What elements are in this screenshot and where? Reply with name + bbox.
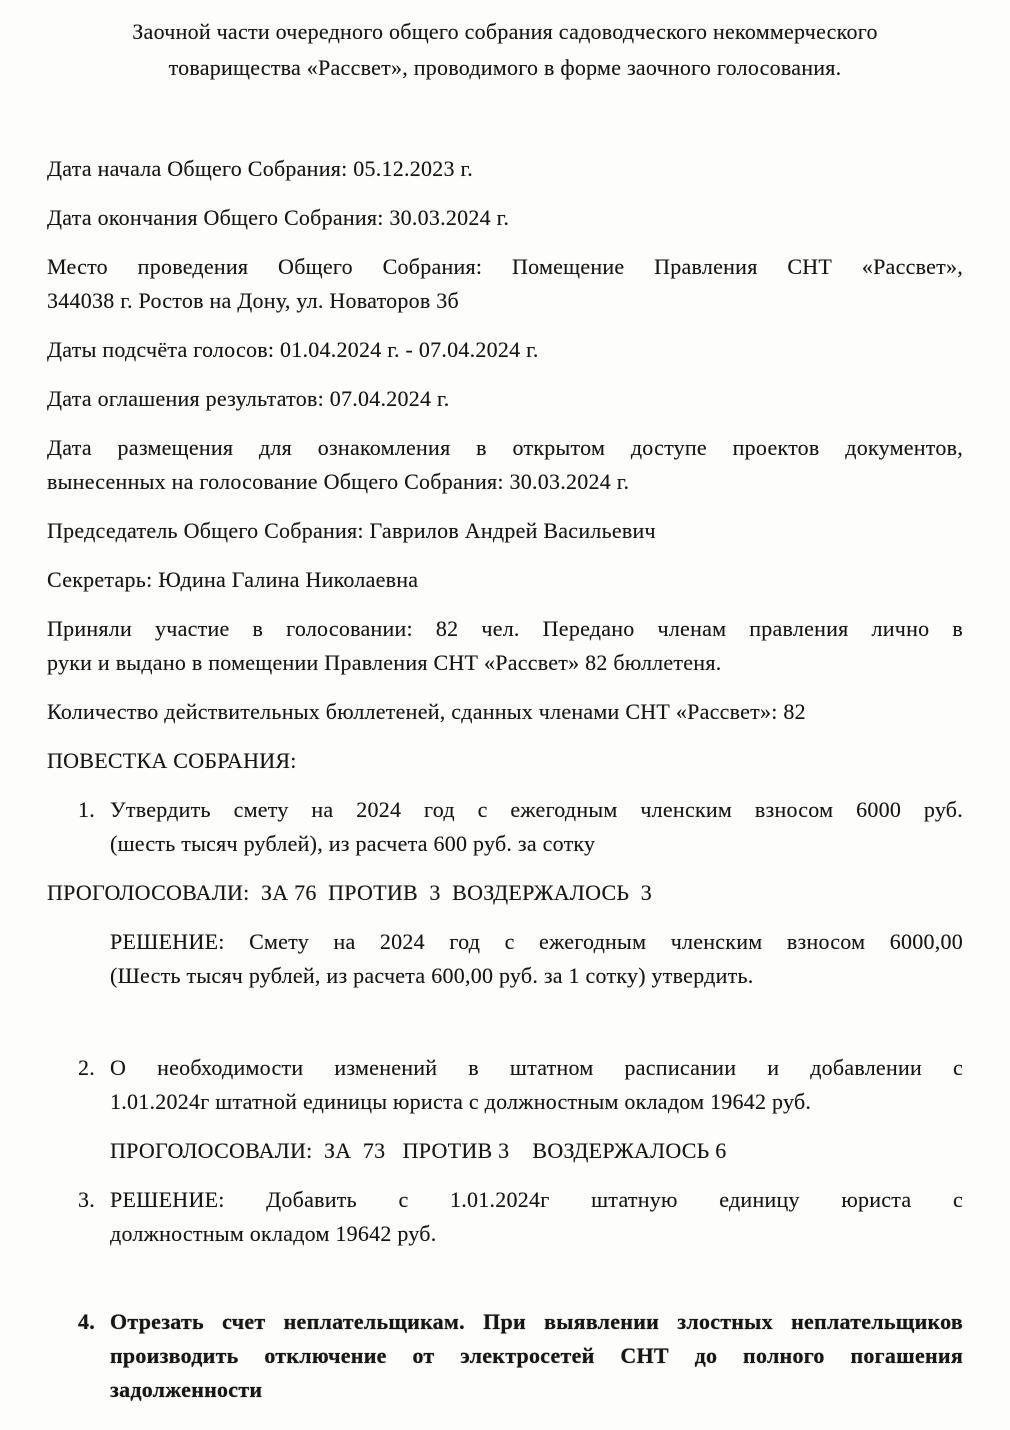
meta-start-date: Дата начала Общего Собрания: 05.12.2023 г. [47, 156, 473, 181]
vote-result-2: ПРОГОЛОСОВАЛИ: ЗА 73 ПРОТИВ 3 ВОЗДЕРЖАЛОСЬ 6 [110, 1138, 727, 1163]
agenda-item-3-line-2: должностным окладом 19642 руб. [110, 1221, 437, 1246]
agenda-item-2-text [110, 1051, 963, 1119]
agenda-item-3-number: 3. [78, 1187, 95, 1212]
document-title-line-1: Заочной части очередного общего собрания садоводческого некоммерческого [132, 19, 878, 44]
agenda-item-1-line-1: Утвердить смету на 2024 год с ежегодным членским взносом 6000 руб. [110, 797, 963, 822]
decision-1 [110, 925, 963, 993]
meta-end-date: Дата окончания Общего Собрания: 30.03.2024 г. [47, 205, 510, 230]
meta-participation-line-2: руки и выдано в помещении Правления СНТ «Рассвет» 82 бюллетеня. [47, 650, 722, 675]
meta-publish-line-2: вынесенных на голосование Общего Собрания: 30.03.2024 г. [47, 469, 630, 494]
agenda-item-4-number: 4. [78, 1309, 95, 1334]
meta-participation-line-1: Приняли участие в голосовании: 82 чел. Передано членам правления лично в [47, 616, 963, 641]
agenda-item-1-number: 1. [78, 797, 95, 822]
agenda-item-4 [78, 1305, 963, 1407]
agenda-item-4-line-1: Отрезать счет неплательщикам. При выявлении злостных неплательщиков [110, 1309, 963, 1334]
agenda-item-1-text [110, 793, 963, 861]
agenda-item-2 [78, 1051, 963, 1119]
agenda-item-4-line-3: задолженности [110, 1377, 263, 1402]
agenda-item-1-line-2: (шесть тысяч рублей), из расчета 600 руб. за сотку [110, 831, 596, 856]
agenda-item-3 [78, 1183, 963, 1251]
agenda-item-3-line-1: РЕШЕНИЕ: Добавить с 1.01.2024г штатную единицу юриста с [110, 1187, 963, 1212]
meta-place-line-1: Место проведения Общего Собрания: Помещение Правления СНТ «Рассвет», [47, 254, 963, 279]
agenda-item-4-text [110, 1305, 963, 1407]
meta-participation [47, 612, 963, 680]
meta-chairman: Председатель Общего Собрания: Гаврилов Андрей Васильевич [47, 518, 656, 543]
meta-announce-date: Дата оглашения результатов: 07.04.2024 г. [47, 386, 450, 411]
meta-publish-line-1: Дата размещения для ознакомления в открытом доступе проектов документов, [47, 435, 963, 460]
meta-publish-date [47, 431, 963, 499]
meta-place [47, 250, 963, 318]
agenda-item-2-line-1: О необходимости изменений в штатном расписании и добавлении с [110, 1055, 963, 1080]
agenda-heading: ПОВЕСТКА СОБРАНИЯ: [47, 748, 297, 773]
agenda-item-2-number: 2. [78, 1055, 95, 1080]
agenda-item-2-line-2: 1.01.2024г штатной единицы юриста с должностным окладом 19642 руб. [110, 1089, 812, 1114]
meta-secretary: Секретарь: Юдина Галина Николаевна [47, 567, 419, 592]
document-title-line-2: товарищества «Рассвет», проводимого в форме заочного голосования. [168, 55, 842, 80]
meta-valid-ballots: Количество действительных бюллетеней, сданных членами СНТ «Рассвет»: 82 [47, 699, 806, 724]
document-title [47, 0, 963, 86]
meta-place-line-2: 344038 г. Ростов на Дону, ул. Новаторов 3б [47, 288, 459, 313]
agenda-item-1 [78, 793, 963, 861]
decision-1-line-2: (Шесть тысяч рублей, из расчета 600,00 руб. за 1 сотку) утвердить. [110, 963, 754, 988]
agenda-item-3-text [110, 1183, 963, 1251]
decision-1-line-1: РЕШЕНИЕ: Смету на 2024 год с ежегодным членским взносом 6000,00 [110, 929, 963, 954]
vote-result-1: ПРОГОЛОСОВАЛИ: ЗА 76 ПРОТИВ 3 ВОЗДЕРЖАЛОСЬ 3 [47, 880, 653, 905]
meta-count-dates: Даты подсчёта голосов: 01.04.2024 г. - 07.04.2024 г. [47, 337, 539, 362]
agenda-item-4-line-2: производить отключение от электросетей СНТ до полного погашения [110, 1343, 963, 1368]
